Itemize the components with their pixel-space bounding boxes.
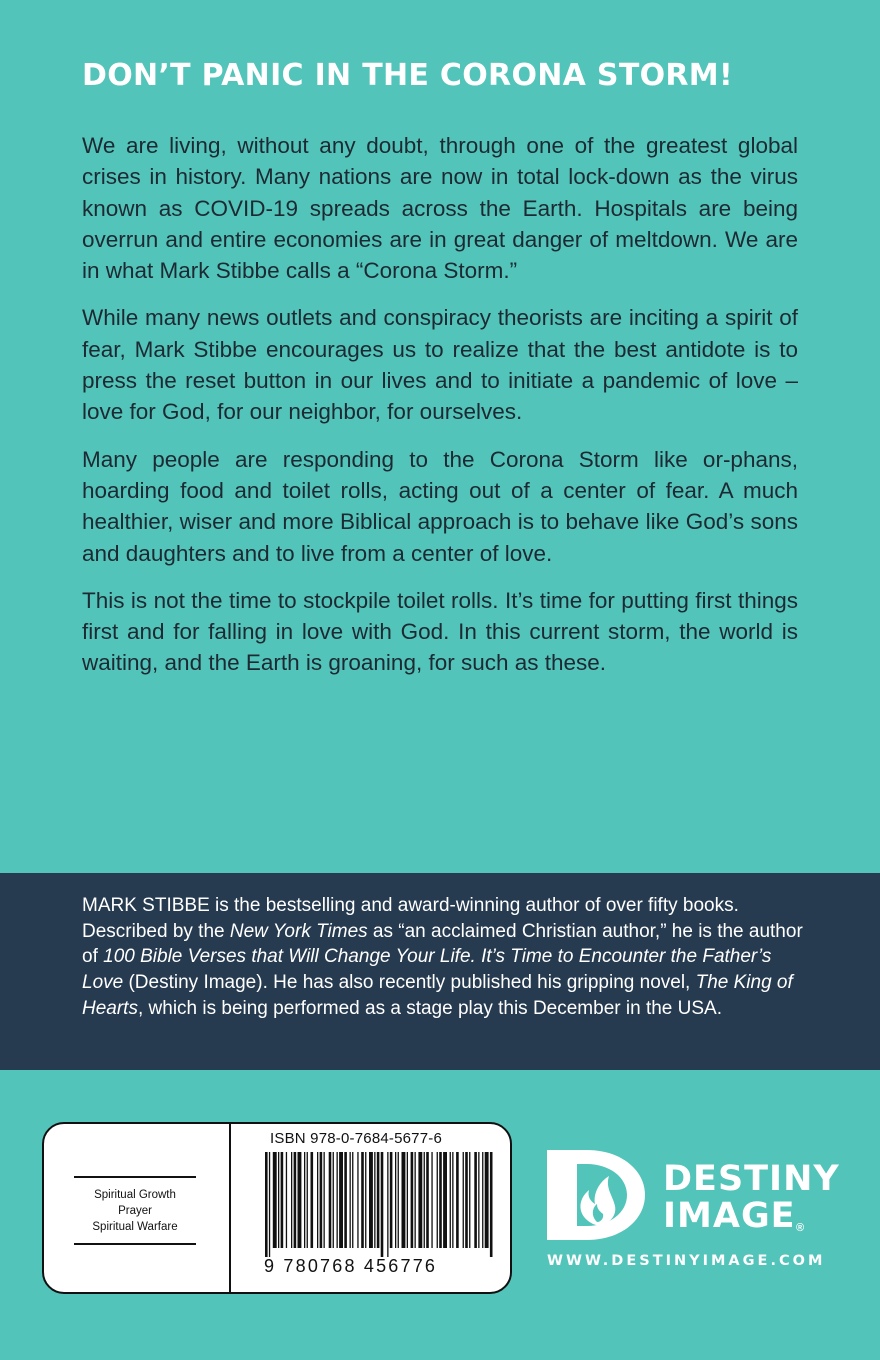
- author-name: MARK STIBBE: [82, 895, 210, 916]
- barcode-panel: [42, 1122, 512, 1294]
- blurb-paragraph: This is not the time to stockpile toilet rolls. It’s time for putting first things first and for falling in love with God. In this current storm, the world is waiting, and the Earth is groaning, for such as these.: [82, 587, 798, 676]
- publisher-name-line2: IMAGE: [663, 1196, 796, 1236]
- isbn-label: ISBN 978-0-7684-5677-6: [270, 1130, 443, 1147]
- book-title: The King of Hearts: [82, 972, 793, 1019]
- category-label: Spiritual Warfare: [92, 1221, 178, 1233]
- barcode: [265, 1152, 495, 1257]
- newspaper-title: New York Times: [229, 920, 368, 942]
- publisher-name-line1: DESTINY: [663, 1159, 840, 1199]
- barcode-number: 9 780768 456776: [264, 1256, 438, 1276]
- category-label: Prayer: [118, 1205, 152, 1217]
- bio-text: , which is being performed as a stage play this December in the USA.: [137, 997, 722, 1019]
- blurb: [82, 130, 798, 695]
- destiny-image-logo-icon: [547, 1150, 645, 1240]
- publisher-website: WWW.DESTINYIMAGE.COM: [547, 1253, 826, 1269]
- blurb-paragraph: Many people are responding to the Corona Storm like or-phans, hoarding food and toilet rolls, acting out of a center of fear. A much healthier, wiser and more Biblical approach is to behave like God’s sons and daughters and to live from a center of love.: [82, 446, 798, 566]
- blurb-paragraph: While many news outlets and conspiracy theorists are inciting a spirit of fear, Mark Stibbe encourages us to realize that the best antidote is to press the reset button in our lives and to initiate a pandemic of love – love for God, for our neighbor, for ourselves.: [82, 305, 798, 425]
- category-label: Spiritual Growth: [94, 1189, 176, 1201]
- publisher-logo-text: [663, 1161, 840, 1235]
- headline: DON’T PANIC IN THE CORONA STORM!: [82, 58, 733, 93]
- book-title: It’s Time to Encounter the Father’s Love: [82, 946, 772, 994]
- blurb-paragraph: We are living, without any doubt, through one of the greatest global crises in history. Many nations are now in total lock-down as the virus known as COVID-19 spreads across the Earth. Hospitals are being overrun and entire economies are in great danger of meltdown. We are in what Mark Stibbe calls a “Corona Storm.”: [82, 133, 798, 284]
- author-bio: [82, 893, 812, 1022]
- author-bio-band: [0, 873, 880, 1070]
- panel-divider: [229, 1124, 231, 1292]
- book-title: 100 Bible Verses that Will Change Your Life.: [103, 946, 476, 968]
- bio-text: is the bestselling and award-winning author of over fifty books. Described by the: [82, 895, 739, 942]
- bio-text: as “an acclaimed Christian author,” he is the author of: [82, 920, 803, 968]
- category-box: [74, 1176, 196, 1245]
- registered-mark: ®: [796, 1222, 805, 1234]
- bio-text: (Destiny Image). He has also recently published his gripping novel,: [123, 972, 696, 994]
- author-bio-text: [82, 893, 812, 1022]
